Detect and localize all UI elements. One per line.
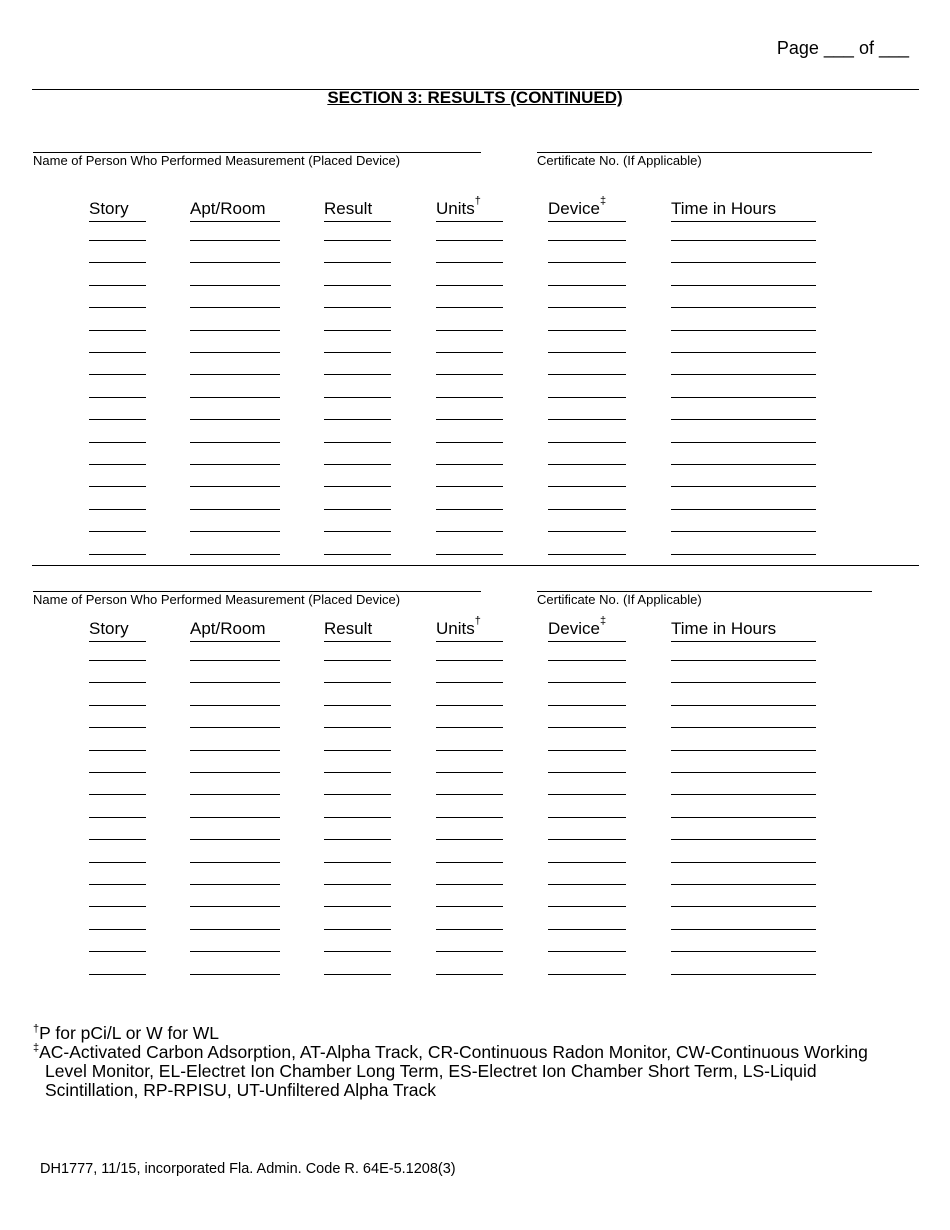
blank-result-field[interactable] [324,817,391,818]
blank-time-in-hours-field[interactable] [671,240,816,241]
blank-units-field[interactable] [436,397,503,398]
blank-device-field[interactable] [548,307,626,308]
blank-time-in-hours-field[interactable] [671,817,816,818]
blank-units-field[interactable] [436,974,503,975]
page-number: Page ___ of ___ [776,38,909,58]
column-header-time-in-hours: Time in Hours [671,619,816,642]
column-header-apt-room: Apt/Room [190,619,280,642]
blank-device-field[interactable] [548,442,626,443]
blank-result-field[interactable] [324,464,391,465]
blank-story-field[interactable] [89,531,146,532]
blank-time-in-hours-field[interactable] [671,262,816,263]
form-identifier: DH1777, 11/15, incorporated Fla. Admin. Code R. 64E-5.1208(3) [40,1161,456,1177]
blank-units-field[interactable] [436,486,503,487]
blank-story-field[interactable] [89,330,146,331]
blank-time-in-hours-field[interactable] [671,750,816,751]
blank-result-field[interactable] [324,240,391,241]
blank-time-in-hours-field[interactable] [671,862,816,863]
blank-time-in-hours-field[interactable] [671,794,816,795]
blank-result-field[interactable] [324,929,391,930]
blank-units-field[interactable] [436,750,503,751]
blank-time-in-hours-field[interactable] [671,554,816,555]
blank-device-field[interactable] [548,794,626,795]
blank-time-in-hours-field[interactable] [671,307,816,308]
blank-apt-room-field[interactable] [190,951,280,952]
certificate-number-label: Certificate No. (If Applicable) [537,592,702,607]
blank-apt-room-field[interactable] [190,817,280,818]
blank-story-field[interactable] [89,509,146,510]
blank-story-field[interactable] [89,442,146,443]
blank-device-field[interactable] [548,240,626,241]
blank-time-in-hours-field[interactable] [671,682,816,683]
blank-units-field[interactable] [436,727,503,728]
blank-story-field[interactable] [89,307,146,308]
blank-apt-room-field[interactable] [190,772,280,773]
blank-time-in-hours-field[interactable] [671,660,816,661]
blank-story-field[interactable] [89,285,146,286]
blank-apt-room-field[interactable] [190,307,280,308]
blank-result-field[interactable] [324,951,391,952]
blank-apt-room-field[interactable] [190,330,280,331]
blank-result-field[interactable] [324,794,391,795]
blank-result-field[interactable] [324,906,391,907]
blank-story-field[interactable] [89,352,146,353]
blank-story-field[interactable] [89,727,146,728]
person-name-label: Name of Person Who Performed Measurement (Placed Device) [33,592,401,607]
blank-time-in-hours-field[interactable] [671,929,816,930]
blank-apt-room-field[interactable] [190,531,280,532]
blank-apt-room-field[interactable] [190,442,280,443]
blank-apt-room-field[interactable] [190,974,280,975]
blank-units-field[interactable] [436,509,503,510]
blank-units-field[interactable] [436,464,503,465]
blank-units-field[interactable] [436,285,503,286]
blank-apt-room-field[interactable] [190,929,280,930]
blank-device-field[interactable] [548,750,626,751]
device-footnote: ‡AC-Activated Carbon Adsorption, AT-Alpha Track, CR-Continuous Radon Monitor, CW-Continuous Working Level Monitor, EL-Electret Ion Chamber Long Term, ES-Electret Ion Chamber Short Term, LS-Liquid Scintillation, RP-RPISU, UT-Unfiltered Alpha Track [33,1042,868,1100]
blank-result-field[interactable] [324,307,391,308]
blank-time-in-hours-field[interactable] [671,352,816,353]
blank-device-field[interactable] [548,419,626,420]
blank-device-field[interactable] [548,884,626,885]
blank-time-in-hours-field[interactable] [671,285,816,286]
blank-result-field[interactable] [324,862,391,863]
blank-time-in-hours-field[interactable] [671,442,816,443]
blank-result-field[interactable] [324,727,391,728]
blank-time-in-hours-field[interactable] [671,330,816,331]
blank-apt-room-field[interactable] [190,682,280,683]
blank-story-field[interactable] [89,951,146,952]
blank-units-field[interactable] [436,352,503,353]
blank-apt-room-field[interactable] [190,750,280,751]
blank-units-field[interactable] [436,951,503,952]
blank-story-field[interactable] [89,660,146,661]
blank-apt-room-field[interactable] [190,884,280,885]
blank-units-field[interactable] [436,240,503,241]
blank-result-field[interactable] [324,531,391,532]
blank-apt-room-field[interactable] [190,486,280,487]
blank-result-field[interactable] [324,682,391,683]
blank-units-field[interactable] [436,419,503,420]
blank-story-field[interactable] [89,750,146,751]
blank-device-field[interactable] [548,262,626,263]
blank-device-field[interactable] [548,839,626,840]
blank-time-in-hours-field[interactable] [671,374,816,375]
column-header-result: Result [324,199,391,222]
blank-result-field[interactable] [324,660,391,661]
blank-device-field[interactable] [548,951,626,952]
blank-units-field[interactable] [436,682,503,683]
blank-device-field[interactable] [548,772,626,773]
blank-units-field[interactable] [436,330,503,331]
blank-device-field[interactable] [548,705,626,706]
blank-result-field[interactable] [324,839,391,840]
column-header-story: Story [89,199,146,222]
blank-story-field[interactable] [89,682,146,683]
blank-time-in-hours-field[interactable] [671,705,816,706]
section-title: SECTION 3: RESULTS (CONTINUED) [327,88,623,107]
blank-story-field[interactable] [89,884,146,885]
blank-time-in-hours-field[interactable] [671,951,816,952]
units-footnote-mark: † [474,615,481,628]
blank-device-field[interactable] [548,554,626,555]
middle-divider [32,565,919,566]
blank-story-field[interactable] [89,374,146,375]
blank-story-field[interactable] [89,839,146,840]
blank-time-in-hours-field[interactable] [671,531,816,532]
blank-units-field[interactable] [436,794,503,795]
blank-story-field[interactable] [89,906,146,907]
blank-units-field[interactable] [436,817,503,818]
blank-result-field[interactable] [324,750,391,751]
blank-time-in-hours-field[interactable] [671,727,816,728]
certificate-number-label: Certificate No. (If Applicable) [537,153,702,168]
blank-units-field[interactable] [436,531,503,532]
blank-units-field[interactable] [436,307,503,308]
blank-time-in-hours-field[interactable] [671,397,816,398]
column-header-units: Units† [436,199,503,222]
column-header-time-in-hours: Time in Hours [671,199,816,222]
blank-units-field[interactable] [436,442,503,443]
blank-units-field[interactable] [436,262,503,263]
blank-device-field[interactable] [548,727,626,728]
blank-apt-room-field[interactable] [190,352,280,353]
blank-result-field[interactable] [324,374,391,375]
blank-apt-room-field[interactable] [190,285,280,286]
blank-apt-room-field[interactable] [190,554,280,555]
blank-story-field[interactable] [89,486,146,487]
blank-device-field[interactable] [548,352,626,353]
blank-apt-room-field[interactable] [190,660,280,661]
blank-story-field[interactable] [89,929,146,930]
blank-result-field[interactable] [324,442,391,443]
blank-apt-room-field[interactable] [190,240,280,241]
blank-apt-room-field[interactable] [190,794,280,795]
blank-device-field[interactable] [548,682,626,683]
blank-time-in-hours-field[interactable] [671,884,816,885]
blank-units-field[interactable] [436,772,503,773]
blank-story-field[interactable] [89,705,146,706]
blank-device-field[interactable] [548,330,626,331]
blank-story-field[interactable] [89,262,146,263]
blank-device-field[interactable] [548,374,626,375]
column-header-story: Story [89,619,146,642]
blank-units-field[interactable] [436,839,503,840]
device-footnote-mark: ‡ [599,615,607,628]
device-footnote-mark: ‡ [599,195,607,208]
blank-units-field[interactable] [436,929,503,930]
blank-time-in-hours-field[interactable] [671,772,816,773]
person-name-label: Name of Person Who Performed Measurement (Placed Device) [33,153,401,168]
blank-units-field[interactable] [436,862,503,863]
blank-time-in-hours-field[interactable] [671,974,816,975]
blank-time-in-hours-field[interactable] [671,839,816,840]
column-header-apt-room: Apt/Room [190,199,280,222]
blank-device-field[interactable] [548,285,626,286]
blank-story-field[interactable] [89,464,146,465]
blank-device-field[interactable] [548,929,626,930]
units-footnote: †P for pCi/L or W for WL [33,1023,220,1043]
blank-story-field[interactable] [89,419,146,420]
blank-device-field[interactable] [548,464,626,465]
blank-result-field[interactable] [324,419,391,420]
blank-time-in-hours-field[interactable] [671,486,816,487]
blank-result-field[interactable] [324,285,391,286]
blank-units-field[interactable] [436,906,503,907]
blank-units-field[interactable] [436,705,503,706]
units-footnote-mark: † [474,195,481,208]
blank-result-field[interactable] [324,330,391,331]
blank-device-field[interactable] [548,974,626,975]
blank-units-field[interactable] [436,374,503,375]
column-header-units: Units† [436,619,503,642]
blank-result-field[interactable] [324,974,391,975]
blank-apt-room-field[interactable] [190,862,280,863]
blank-apt-room-field[interactable] [190,419,280,420]
blank-time-in-hours-field[interactable] [671,906,816,907]
blank-units-field[interactable] [436,884,503,885]
column-header-result: Result [324,619,391,642]
blank-apt-room-field[interactable] [190,705,280,706]
blank-result-field[interactable] [324,554,391,555]
blank-result-field[interactable] [324,509,391,510]
blank-story-field[interactable] [89,817,146,818]
blank-time-in-hours-field[interactable] [671,464,816,465]
blank-units-field[interactable] [436,554,503,555]
blank-apt-room-field[interactable] [190,839,280,840]
blank-apt-room-field[interactable] [190,727,280,728]
blank-story-field[interactable] [89,772,146,773]
blank-story-field[interactable] [89,554,146,555]
footnotes [33,1024,913,1100]
blank-apt-room-field[interactable] [190,509,280,510]
blank-device-field[interactable] [548,906,626,907]
blank-result-field[interactable] [324,884,391,885]
blank-apt-room-field[interactable] [190,374,280,375]
blank-story-field[interactable] [89,862,146,863]
blank-apt-room-field[interactable] [190,464,280,465]
column-header-device: Device‡ [548,199,626,222]
blank-story-field[interactable] [89,794,146,795]
blank-device-field[interactable] [548,509,626,510]
blank-result-field[interactable] [324,486,391,487]
blank-result-field[interactable] [324,705,391,706]
blank-device-field[interactable] [548,397,626,398]
blank-device-field[interactable] [548,531,626,532]
blank-units-field[interactable] [436,660,503,661]
blank-apt-room-field[interactable] [190,906,280,907]
blank-result-field[interactable] [324,397,391,398]
blank-apt-room-field[interactable] [190,397,280,398]
blank-time-in-hours-field[interactable] [671,419,816,420]
blank-result-field[interactable] [324,352,391,353]
blank-result-field[interactable] [324,262,391,263]
column-header-device: Device‡ [548,619,626,642]
blank-story-field[interactable] [89,974,146,975]
blank-result-field[interactable] [324,772,391,773]
blank-time-in-hours-field[interactable] [671,509,816,510]
blank-apt-room-field[interactable] [190,262,280,263]
blank-device-field[interactable] [548,486,626,487]
blank-story-field[interactable] [89,397,146,398]
blank-device-field[interactable] [548,817,626,818]
blank-device-field[interactable] [548,660,626,661]
blank-device-field[interactable] [548,862,626,863]
blank-story-field[interactable] [89,240,146,241]
